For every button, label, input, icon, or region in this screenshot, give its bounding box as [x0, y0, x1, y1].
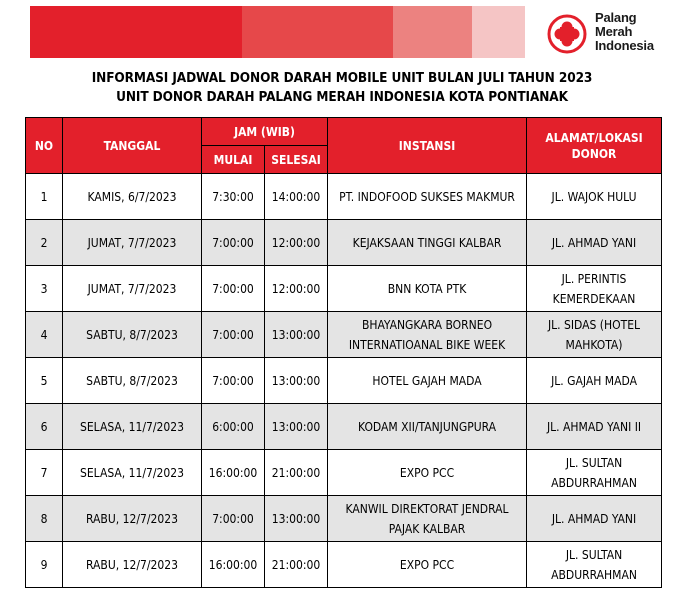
cell-alamat: JL. PERINTIS KEMERDEKAAN: [527, 266, 662, 312]
cell-mulai: 7:30:00: [202, 174, 265, 220]
cell-tanggal: SELASA, 11/7/2023: [63, 404, 202, 450]
cell-no: 2: [26, 220, 63, 266]
table-row: [26, 496, 662, 542]
col-header-instansi: INSTANSI: [328, 118, 527, 174]
page-subtitle: UNIT DONOR DARAH PALANG MERAH INDONESIA KOTA PONTIANAK: [116, 89, 568, 105]
page-title: INFORMASI JADWAL DONOR DARAH MOBILE UNIT BULAN JULI TAHUN 2023: [91, 70, 593, 86]
cell-selesai: 21:00:00: [265, 450, 328, 496]
cell-tanggal: SELASA, 11/7/2023: [63, 450, 202, 496]
header-band-3: [393, 6, 472, 58]
cell-tanggal: RABU, 12/7/2023: [63, 496, 202, 542]
col-header-no: NO: [26, 118, 63, 174]
cell-alamat: JL. SULTAN ABDURRAHMAN: [527, 542, 662, 588]
schedule-table: [25, 117, 662, 588]
header-band-2: [242, 6, 393, 58]
cell-instansi: BHAYANGKARA BORNEO INTERNATIOANAL BIKE WEEK: [328, 312, 527, 358]
cell-instansi: BNN KOTA PTK: [328, 266, 527, 312]
table-row: [26, 312, 662, 358]
red-cross-icon: [546, 13, 588, 55]
col-header-mulai: MULAI: [202, 146, 265, 174]
cell-alamat: JL. SULTAN ABDURRAHMAN: [527, 450, 662, 496]
header-band-4: [472, 6, 525, 58]
logo-wordmark: [595, 11, 654, 53]
cell-tanggal: RABU, 12/7/2023: [63, 542, 202, 588]
cell-no: 3: [26, 266, 63, 312]
table-row: [26, 266, 662, 312]
cell-instansi: PT. INDOFOOD SUKSES MAKMUR: [328, 174, 527, 220]
pmi-logo: [546, 10, 680, 56]
col-header-alamat: ALAMAT/LOKASI DONOR: [527, 118, 662, 174]
cell-selesai: 12:00:00: [265, 266, 328, 312]
table-row: [26, 358, 662, 404]
table-row: [26, 220, 662, 266]
cell-instansi: HOTEL GAJAH MADA: [328, 358, 527, 404]
cell-alamat: JL. AHMAD YANI II: [527, 404, 662, 450]
table-row: [26, 404, 662, 450]
logo-line: Merah: [595, 24, 633, 39]
cell-no: 6: [26, 404, 63, 450]
cell-mulai: 7:00:00: [202, 220, 265, 266]
cell-mulai: 7:00:00: [202, 312, 265, 358]
col-header-tanggal: TANGGAL: [63, 118, 202, 174]
cell-no: 7: [26, 450, 63, 496]
cell-no: 1: [26, 174, 63, 220]
cell-mulai: 16:00:00: [202, 542, 265, 588]
cell-alamat: JL. WAJOK HULU: [527, 174, 662, 220]
col-header-jam: JAM (WIB): [202, 118, 328, 146]
cell-mulai: 6:00:00: [202, 404, 265, 450]
cell-instansi: KANWIL DIREKTORAT JENDRAL PAJAK KALBAR: [328, 496, 527, 542]
col-header-selesai: SELESAI: [265, 146, 328, 174]
cell-selesai: 21:00:00: [265, 542, 328, 588]
cell-selesai: 13:00:00: [265, 404, 328, 450]
cell-alamat: JL. SIDAS (HOTEL MAHKOTA): [527, 312, 662, 358]
cell-alamat: JL. GAJAH MADA: [527, 358, 662, 404]
cell-instansi: EXPO PCC: [328, 542, 527, 588]
cell-no: 5: [26, 358, 63, 404]
cell-selesai: 13:00:00: [265, 312, 328, 358]
cell-instansi: EXPO PCC: [328, 450, 527, 496]
cell-selesai: 13:00:00: [265, 358, 328, 404]
cell-alamat: JL. AHMAD YANI: [527, 220, 662, 266]
cell-no: 9: [26, 542, 63, 588]
table-row: [26, 542, 662, 588]
cell-selesai: 13:00:00: [265, 496, 328, 542]
cell-tanggal: JUMAT, 7/7/2023: [63, 266, 202, 312]
cell-mulai: 7:00:00: [202, 358, 265, 404]
table-row: [26, 450, 662, 496]
cell-mulai: 7:00:00: [202, 266, 265, 312]
logo-line: Indonesia: [595, 38, 654, 53]
cell-tanggal: JUMAT, 7/7/2023: [63, 220, 202, 266]
cell-selesai: 14:00:00: [265, 174, 328, 220]
cell-mulai: 16:00:00: [202, 450, 265, 496]
cell-no: 4: [26, 312, 63, 358]
cell-tanggal: SABTU, 8/7/2023: [63, 312, 202, 358]
cell-instansi: KODAM XII/TANJUNGPURA: [328, 404, 527, 450]
cell-mulai: 7:00:00: [202, 496, 265, 542]
cell-tanggal: SABTU, 8/7/2023: [63, 358, 202, 404]
header-band-1: [30, 6, 242, 58]
logo-line: Palang: [595, 10, 637, 25]
cell-no: 8: [26, 496, 63, 542]
cell-alamat: JL. AHMAD YANI: [527, 496, 662, 542]
cell-selesai: 12:00:00: [265, 220, 328, 266]
cell-tanggal: KAMIS, 6/7/2023: [63, 174, 202, 220]
cell-instansi: KEJAKSAAN TINGGI KALBAR: [328, 220, 527, 266]
table-row: [26, 174, 662, 220]
